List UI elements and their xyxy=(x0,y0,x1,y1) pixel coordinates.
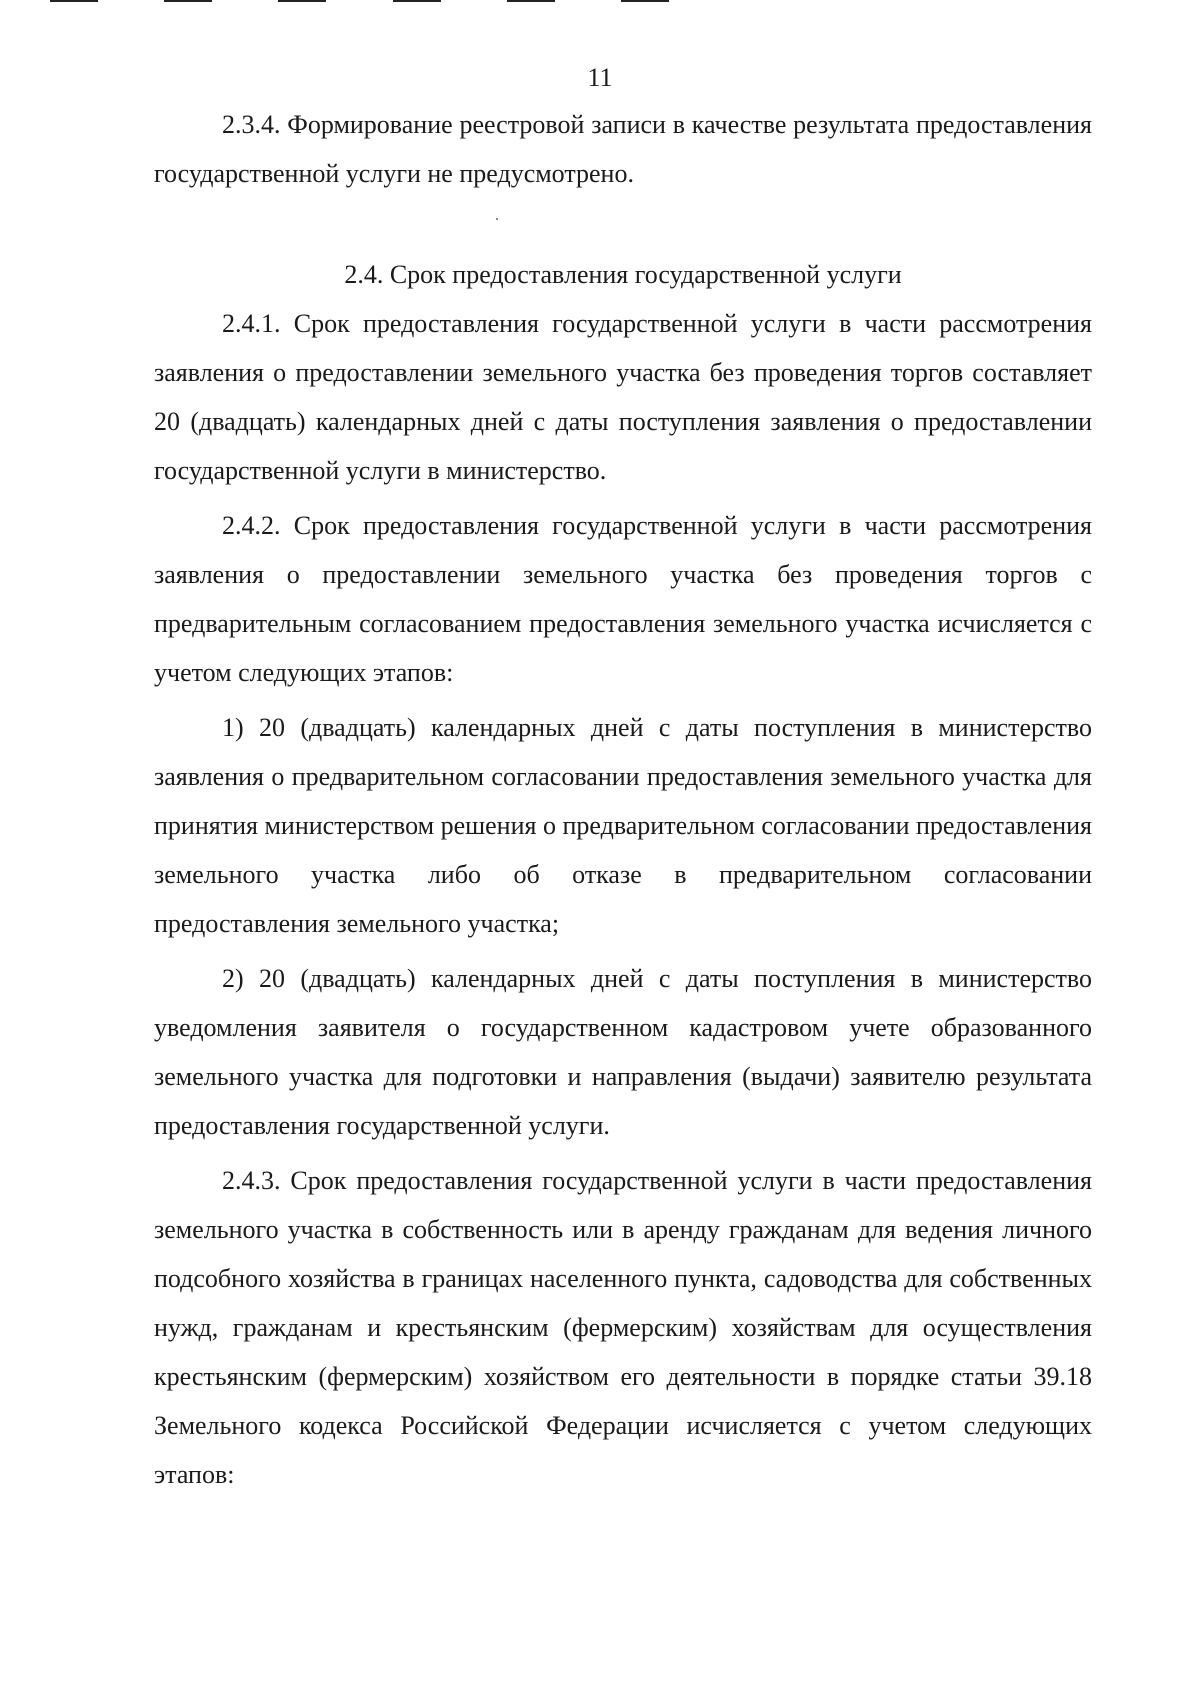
list-item-1: 1) 20 (двадцать) календарных дней с даты поступления в министерство заявления о предварительном согласовании предоставления земельного участка для принятия министерством решения о предварительном согласовании предоставления земельного участка либо об отказе в предварительном согласовании предоставления земельного участка; xyxy=(154,713,1092,938)
document-body xyxy=(154,100,1092,1499)
scan-mark xyxy=(278,0,326,2)
paragraph-2-4-1: 2.4.1. Срок предоставления государственной услуги в части рассмотрения заявления о предоставлении земельного участка без проведения торгов составляет 20 (двадцать) календарных дней с даты поступления заявления о предоставлении государственной услуги в министерство. xyxy=(154,309,1092,485)
list-item-2: 2) 20 (двадцать) календарных дней с даты поступления в министерство уведомления заявителя о государственном кадастровом учете образованного земельного участка для подготовки и направления (выдачи) заявителю результата предоставления государственной услуги. xyxy=(154,964,1092,1140)
paragraph-2-3-4: 2.3.4. Формирование реестровой записи в качестве результата предоставления государственной услуги не предусмотрено. xyxy=(154,110,1092,188)
scan-mark xyxy=(393,0,441,2)
scan-edge-marks xyxy=(0,0,1200,4)
paragraph-2-4-3: 2.4.3. Срок предоставления государственной услуги в части предоставления земельного участка в собственность или в аренду гражданам для ведения личного подсобного хозяйства в границах населенного пункта, садоводства для собственных нужд, гражданам и крестьянским (фермерским) хозяйствам для осуществления крестьянским (фермерским) хозяйством его деятельности в порядке статьи 39.18 Земельного кодекса Российской Федерации исчисляется с учетом следующих этапов: xyxy=(154,1166,1092,1489)
section-heading-2-4: 2.4. Срок предоставления государственной услуги xyxy=(344,260,902,289)
scan-mark xyxy=(50,0,98,2)
page-number: 11 xyxy=(587,63,613,92)
paragraph-2-4-2: 2.4.2. Срок предоставления государственной услуги в части рассмотрения заявления о предоставлении земельного участка без проведения торгов с предварительным согласованием предоставления земельного участка исчисляется с учетом следующих этапов: xyxy=(154,511,1092,687)
scan-mark xyxy=(164,0,212,2)
scan-mark xyxy=(621,0,669,2)
spacer xyxy=(154,198,1092,250)
scan-mark xyxy=(507,0,555,2)
